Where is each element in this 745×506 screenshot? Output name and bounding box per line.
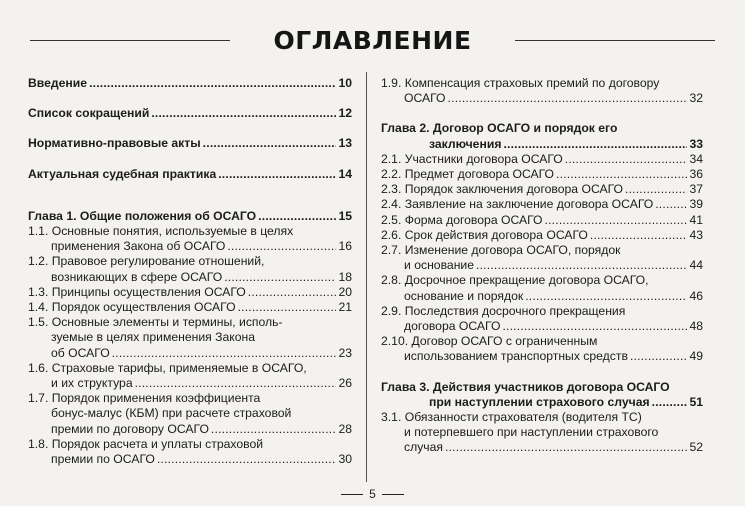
toc-entry xyxy=(28,361,352,391)
toc-page-number: 49 xyxy=(689,349,703,364)
toc-entry-row xyxy=(28,76,352,91)
toc-entry-title: 1.4. Порядок осуществления ОСАГО xyxy=(28,300,236,315)
toc-page-number: 26 xyxy=(338,376,352,391)
toc-entry-line: 3.1. Обязанности страхователя (водителя ТС) xyxy=(381,410,642,425)
toc-entry-row xyxy=(381,258,703,273)
toc-page-number: 32 xyxy=(689,91,703,106)
toc-leader-dots xyxy=(211,422,337,437)
toc-column-left xyxy=(28,70,352,467)
toc-entry-row xyxy=(28,300,352,315)
toc-entry-title: Введение xyxy=(28,76,88,90)
toc-leader-dots xyxy=(545,213,688,228)
toc-entry-line: Глава 2. Договор ОСАГО и порядок его xyxy=(381,121,618,136)
toc-leader-dots xyxy=(590,228,688,243)
toc-leader-dots xyxy=(203,136,337,151)
toc-entry-line: бонус-малус (КБМ) при расчете страховой xyxy=(51,406,292,421)
toc-leader-dots xyxy=(218,167,336,182)
toc-leader-dots xyxy=(445,440,687,455)
title-rule-right xyxy=(515,40,715,41)
toc-entry xyxy=(28,285,352,300)
toc-entry-title: применения Закона об ОСАГО xyxy=(51,239,226,254)
toc-entry xyxy=(381,334,703,364)
toc-leader-dots xyxy=(556,167,687,182)
toc-entry-line: 2.8. Досрочное прекращение договора ОСАГО, xyxy=(381,273,649,288)
toc-page-number: 34 xyxy=(689,151,703,166)
toc-leader-dots xyxy=(157,452,337,467)
toc-entry-row xyxy=(28,239,352,254)
toc-page-number: 52 xyxy=(689,440,703,455)
toc-page-number: 30 xyxy=(338,452,352,467)
toc-entry xyxy=(28,315,352,361)
toc-entry-title: Список сокращений xyxy=(28,106,150,121)
toc-entry xyxy=(28,167,352,182)
footer-dash-right xyxy=(382,494,404,495)
toc-entry-title: 2.1. Участники договора ОСАГО xyxy=(381,151,563,166)
toc-entry-title: 2.2. Предмет договора ОСАГО xyxy=(381,167,555,182)
toc-leader-dots xyxy=(448,91,688,106)
page-number: 5 xyxy=(369,487,376,501)
toc-page-number: 16 xyxy=(338,239,352,254)
toc-page-number: 46 xyxy=(689,288,703,303)
toc-entry-title: заключения xyxy=(429,136,502,151)
toc-leader-dots xyxy=(503,137,687,152)
toc-entry-title: и основание xyxy=(404,258,475,273)
toc-entry-title: ОСАГО xyxy=(404,91,446,106)
toc-page-number: 20 xyxy=(338,284,352,299)
toc-entry-line: зуемые в целях применения Закона xyxy=(51,330,256,345)
toc-entry-row xyxy=(381,349,703,364)
toc-column-right xyxy=(381,70,703,456)
toc-page-number: 33 xyxy=(689,136,703,151)
toc-page-number: 37 xyxy=(689,182,703,197)
toc-entry xyxy=(28,136,352,151)
toc-entry-row xyxy=(381,182,703,197)
toc-entry-title: Актуальная судебная практика xyxy=(28,166,217,181)
toc-entry xyxy=(28,106,352,121)
toc-page-number: 18 xyxy=(338,269,352,284)
toc-entry-row xyxy=(28,167,352,182)
toc-entry-title: возникающих в сфере ОСАГО xyxy=(51,269,223,284)
toc-entry xyxy=(381,243,703,273)
toc-leader-dots xyxy=(151,106,336,121)
toc-entry xyxy=(381,121,703,151)
toc-leader-dots xyxy=(652,395,688,410)
footer-dash-left xyxy=(341,494,363,495)
toc-entry-line: 1.1. Основные понятия, используемые в целях xyxy=(28,224,294,239)
toc-entry xyxy=(28,391,352,437)
toc-entry xyxy=(381,228,703,243)
toc-entry-title: премии по договору ОСАГО xyxy=(51,421,209,436)
toc-page-number: 43 xyxy=(689,227,703,242)
toc-entry-line: 2.7. Изменение договора ОСАГО, порядок xyxy=(381,243,621,258)
toc-entry-line: 2.9. Последствия досрочного прекращения xyxy=(381,303,626,318)
toc-page-number: 21 xyxy=(338,300,352,315)
toc-entry-title: и их структура xyxy=(51,376,133,391)
toc-entry xyxy=(381,167,703,182)
toc-entry-row xyxy=(28,422,352,437)
toc-entry xyxy=(381,197,703,212)
toc-entry-row xyxy=(28,106,352,121)
toc-entry-row xyxy=(381,213,703,228)
toc-leader-dots xyxy=(525,289,687,304)
toc-entry-row xyxy=(28,346,352,361)
toc-entry-line: 1.7. Порядок применения коэффициента xyxy=(28,391,261,406)
toc-leader-dots xyxy=(112,346,337,361)
toc-entry-line: 2.10. Договор ОСАГО с ограниченным xyxy=(381,334,598,349)
toc-entry-title: 2.5. Форма договора ОСАГО xyxy=(381,212,543,227)
toc-page-number: 39 xyxy=(689,197,703,212)
toc-entry-row xyxy=(28,452,352,467)
toc-entry xyxy=(381,410,703,456)
toc-entry xyxy=(381,213,703,228)
toc-entry-title: Нормативно-правовые акты xyxy=(28,136,201,151)
toc-entry-row xyxy=(381,167,703,182)
toc-entry-title: премии по ОСАГО xyxy=(51,452,155,467)
toc-entry-title: при наступлении страхового случая xyxy=(429,394,650,409)
toc-entry-line: 1.8. Порядок расчета и уплаты страховой xyxy=(28,436,264,451)
toc-entry-row xyxy=(381,440,703,455)
toc-leader-dots xyxy=(476,258,687,273)
column-divider xyxy=(366,72,367,482)
toc-page-number: 14 xyxy=(338,166,352,181)
toc-entry-title: Глава 1. Общие положения об ОСАГО xyxy=(28,208,257,223)
toc-leader-dots xyxy=(630,349,687,364)
toc-entry-title: использованием транспортных средств xyxy=(404,349,628,364)
toc-leader-dots xyxy=(135,376,337,391)
toc-entry xyxy=(28,437,352,467)
toc-leader-dots xyxy=(224,270,336,285)
toc-entry-line: 1.2. Правовое регулирование отношений, xyxy=(28,254,265,269)
toc-entry-row xyxy=(381,152,703,167)
toc-page-number: 41 xyxy=(689,212,703,227)
toc-page-number: 13 xyxy=(338,136,352,151)
toc-entry-line: 1.5. Основные элементы и термины, исполь- xyxy=(28,315,283,330)
toc-entry-line: и потерпевшего при наступлении страхового xyxy=(404,425,659,440)
toc-entry xyxy=(28,209,352,224)
toc-leader-dots xyxy=(238,300,337,315)
toc-entry-title: основание и порядок xyxy=(404,288,524,303)
toc-entry-row xyxy=(28,285,352,300)
toc-entry-line: Глава 3. Действия участников договора ОСАГО xyxy=(381,379,670,394)
toc-leader-dots xyxy=(625,182,687,197)
toc-entry-title: 2.3. Порядок заключения договора ОСАГО xyxy=(381,182,624,197)
toc-leader-dots xyxy=(655,197,687,212)
toc-page-number: 12 xyxy=(338,106,352,121)
toc-entry xyxy=(28,300,352,315)
toc-entry xyxy=(381,182,703,197)
toc-entry xyxy=(381,152,703,167)
toc-entry-row xyxy=(381,289,703,304)
toc-entry xyxy=(381,76,703,106)
toc-leader-dots xyxy=(565,152,688,167)
toc-entry-row xyxy=(28,209,352,224)
toc-page-number: 23 xyxy=(338,345,352,360)
toc-page-number: 44 xyxy=(689,258,703,273)
toc-entry-title: случая xyxy=(404,440,444,455)
toc-entry-title: об ОСАГО xyxy=(51,345,110,360)
toc-entry-row xyxy=(381,137,703,152)
toc-entry-title: 2.6. Срок действия договора ОСАГО xyxy=(381,227,588,242)
toc-page-number: 10 xyxy=(338,76,352,90)
toc-entry xyxy=(28,254,352,284)
toc-entry-row xyxy=(28,376,352,391)
page-title: ОГЛАВЛЕНИЕ xyxy=(273,26,472,55)
toc-leader-dots xyxy=(227,239,336,254)
toc-page-number: 51 xyxy=(689,394,703,409)
toc-entry xyxy=(381,304,703,334)
toc-page-number: 15 xyxy=(338,208,352,223)
toc-entry-line: 1.6. Страховые тарифы, применяемые в ОСАГО, xyxy=(28,360,307,375)
toc-entry xyxy=(28,224,352,254)
toc-leader-dots xyxy=(248,285,337,300)
toc-entry-row xyxy=(381,91,703,106)
toc-page-number: 36 xyxy=(689,167,703,182)
toc-entry-row xyxy=(381,395,703,410)
toc-entry xyxy=(381,273,703,303)
toc-entry-row xyxy=(28,136,352,151)
toc-entry-row xyxy=(381,228,703,243)
toc-entry-title: 1.3. Принципы осуществления ОСАГО xyxy=(28,284,246,299)
toc-entry-title: 2.4. Заявление на заключение договора ОСАГО xyxy=(381,197,654,212)
toc-page-number: 48 xyxy=(689,319,703,334)
toc-entry-row xyxy=(381,319,703,334)
toc-entry-title: договора ОСАГО xyxy=(404,319,501,334)
toc-entry-row xyxy=(28,270,352,285)
toc-entry-line: 1.9. Компенсация страховых премий по договору xyxy=(381,76,660,90)
toc-entry xyxy=(28,76,352,91)
toc-leader-dots xyxy=(502,319,687,334)
page-footer xyxy=(0,487,745,501)
toc-entry-row xyxy=(381,197,703,212)
toc-leader-dots xyxy=(89,76,336,91)
toc-entry xyxy=(381,380,703,410)
toc-page-number: 28 xyxy=(338,421,352,436)
toc-leader-dots xyxy=(258,209,336,224)
